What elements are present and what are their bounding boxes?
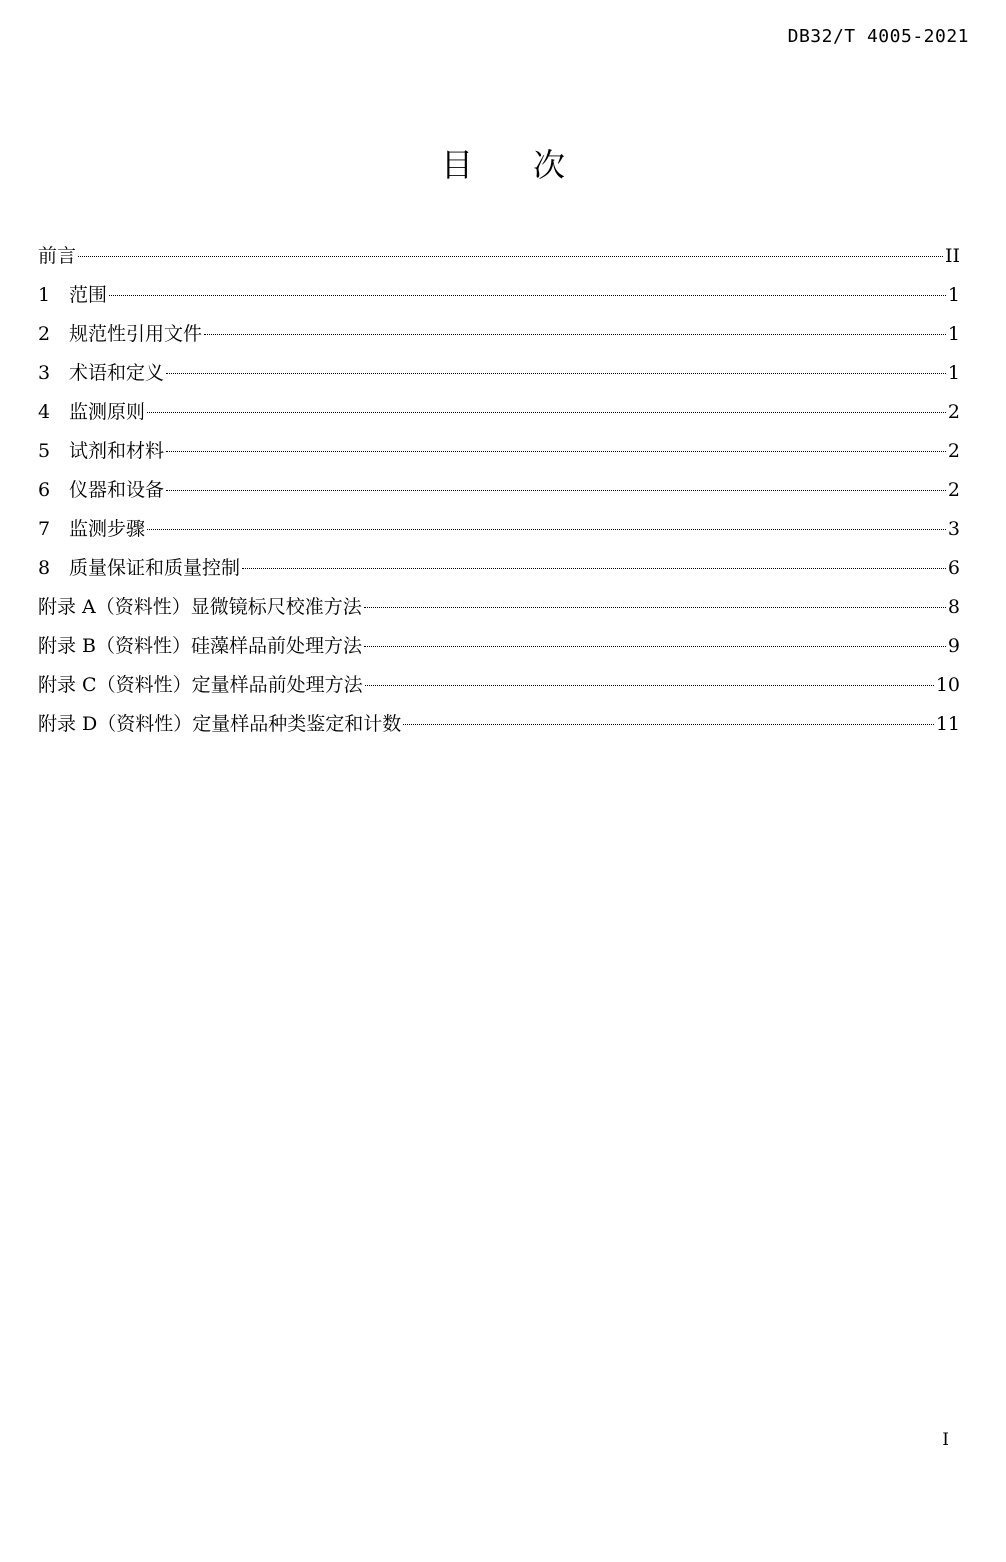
toc-entry-title: 术语和定义 (69, 362, 165, 384)
toc-entry-page: 10 (935, 674, 960, 696)
toc-dot-leader (147, 412, 946, 413)
toc-entry-page: 2 (947, 401, 960, 423)
toc-entry[interactable] (38, 666, 960, 705)
toc-dot-leader (78, 256, 943, 257)
toc-dot-leader (242, 568, 946, 569)
toc-entry-page: 1 (947, 284, 960, 306)
page-number: I (942, 1430, 949, 1450)
toc-entry-page: II (944, 245, 960, 267)
toc-entry-page: 2 (947, 479, 960, 501)
toc-dot-leader (166, 373, 946, 374)
standard-code: DB32/T 4005-2021 (787, 26, 969, 47)
toc-dot-leader (204, 334, 946, 335)
toc-entry[interactable] (38, 627, 960, 666)
toc-entry[interactable] (38, 354, 960, 393)
page-title: 目次 (440, 146, 625, 184)
toc-entry-title: 附录 D（资料性）定量样品种类鉴定和计数 (38, 713, 402, 735)
toc-dot-leader (109, 295, 946, 296)
toc-entry-title: 前言 (38, 245, 77, 267)
toc-entry[interactable] (38, 471, 960, 510)
toc-entry-title: 监测步骤 (69, 518, 146, 540)
toc-entry-number: 8 (38, 557, 51, 579)
toc-entry-page: 6 (947, 557, 960, 579)
toc-entry-number: 7 (38, 518, 51, 540)
toc-entry-title: 范围 (69, 284, 108, 306)
toc-dot-leader (403, 724, 934, 725)
toc-dot-leader (166, 451, 946, 452)
toc-entry-number: 1 (38, 284, 51, 306)
toc-entry[interactable] (38, 588, 960, 627)
toc-entry-number: 6 (38, 479, 51, 501)
toc-entry-page: 11 (935, 713, 960, 735)
toc-entry-number: 4 (38, 401, 51, 423)
toc-entry-title: 试剂和材料 (69, 440, 165, 462)
table-of-contents (38, 237, 960, 744)
toc-entry-title: 规范性引用文件 (69, 323, 203, 345)
toc-dot-leader (166, 490, 946, 491)
toc-entry-page: 1 (947, 362, 960, 384)
toc-entry-title: 附录 B（资料性）硅藻样品前处理方法 (38, 635, 363, 657)
toc-entry-page: 1 (947, 323, 960, 345)
toc-entry[interactable] (38, 315, 960, 354)
toc-dot-leader (364, 607, 946, 608)
toc-entry[interactable] (38, 237, 960, 276)
toc-entry[interactable] (38, 276, 960, 315)
toc-dot-leader (364, 646, 946, 647)
toc-entry-page: 3 (947, 518, 960, 540)
toc-entry-page: 9 (947, 635, 960, 657)
toc-entry-title: 仪器和设备 (69, 479, 165, 501)
toc-entry-page: 2 (947, 440, 960, 462)
toc-entry-number: 5 (38, 440, 51, 462)
toc-dot-leader (147, 529, 946, 530)
toc-entry-title: 质量保证和质量控制 (69, 557, 241, 579)
toc-entry-number: 2 (38, 323, 51, 345)
toc-entry-number: 3 (38, 362, 51, 384)
toc-entry-title: 附录 A（资料性）显微镜标尺校准方法 (38, 596, 362, 618)
toc-entry-title: 附录 C（资料性）定量样品前处理方法 (38, 674, 363, 696)
toc-entry[interactable] (38, 393, 960, 432)
toc-entry[interactable] (38, 510, 960, 549)
toc-entry[interactable] (38, 549, 960, 588)
toc-entry[interactable] (38, 432, 960, 471)
toc-entry[interactable] (38, 705, 960, 744)
toc-entry-page: 8 (947, 596, 960, 618)
toc-dot-leader (365, 685, 934, 686)
toc-entry-title: 监测原则 (69, 401, 146, 423)
